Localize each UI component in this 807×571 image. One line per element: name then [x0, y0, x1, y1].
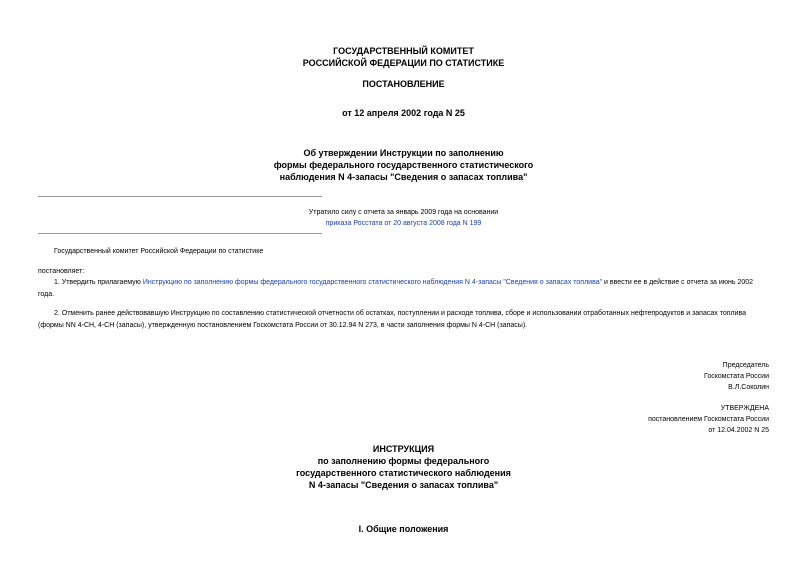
approval-by: постановлением Госкомстата России — [648, 416, 769, 423]
org-name-line1: ГОСУДАРСТВЕННЫЙ КОМИТЕТ — [333, 46, 474, 56]
doc-title-line1: Об утверждении Инструкции по заполнению — [303, 148, 504, 158]
signature-name: В.Л.Соколин — [728, 384, 769, 391]
instruction-subtitle-line2: государственного статистического наблюдения — [296, 468, 511, 478]
instruction-link[interactable]: Инструкцию по заполнению формы федерального государственного статистического наблюдения N 4-запасы "Сведения о запасах топлива" — [142, 279, 603, 286]
instruction-subtitle-line1: по заполнению формы федерального — [317, 456, 490, 466]
item-1 — [38, 277, 769, 301]
divider-bottom — [38, 233, 322, 234]
instruction-title: ИНСТРУКЦИЯ — [372, 444, 435, 454]
doc-title-line3: наблюдения N 4-запасы "Сведения о запасах топлива" — [279, 172, 528, 182]
doc-title-line2: формы федерального государственного статистического — [273, 160, 534, 170]
item-2: 2. Отменить ранее действовавшую Инструкцию по составлению статистической отчетности об остатках, поступлении и расходе топлива, сборе и использовании отработанных нефтепродуктов и запасах топлива (формы NN 4-СН, 4-СН (запасы), утвержденную постановлением Госкомстата России от 30.12.94 N 273, в части заполнения формы N 4-СН (запасы). — [38, 310, 747, 329]
doc-type: ПОСТАНОВЛЕНИЕ — [362, 79, 445, 89]
instruction-subtitle-line3: N 4-запасы "Сведения о запасах топлива" — [308, 480, 499, 490]
notice-link[interactable]: приказа Росстата от 20 августа 2008 года N 199 — [325, 220, 482, 227]
item-1-suffix: и ввести ее в действие с отчета за июнь 2002 года. — [38, 279, 754, 298]
signature-position: Председатель — [722, 362, 769, 369]
signature-org: Госкомстата России — [704, 373, 769, 380]
doc-date: от 12 апреля 2002 года N 25 — [342, 108, 465, 118]
item-1-prefix: 1. Утвердить прилагаемую — [54, 279, 143, 286]
approval-date: от 12.04.2002 N 25 — [708, 427, 769, 434]
divider-top — [38, 196, 322, 197]
org-name-line2: РОССИЙСКОЙ ФЕДЕРАЦИИ ПО СТАТИСТИКЕ — [302, 58, 505, 68]
notice-text: Утратило силу с отчета за январь 2009 года на основании — [308, 209, 499, 216]
section-heading: I. Общие положения — [358, 524, 449, 534]
decrees-text: постановляет: — [38, 268, 85, 275]
approval-title: УТВЕРЖДЕНА — [720, 405, 769, 412]
issuer-text: Государственный комитет Российской Федерации по статистике — [54, 248, 264, 255]
